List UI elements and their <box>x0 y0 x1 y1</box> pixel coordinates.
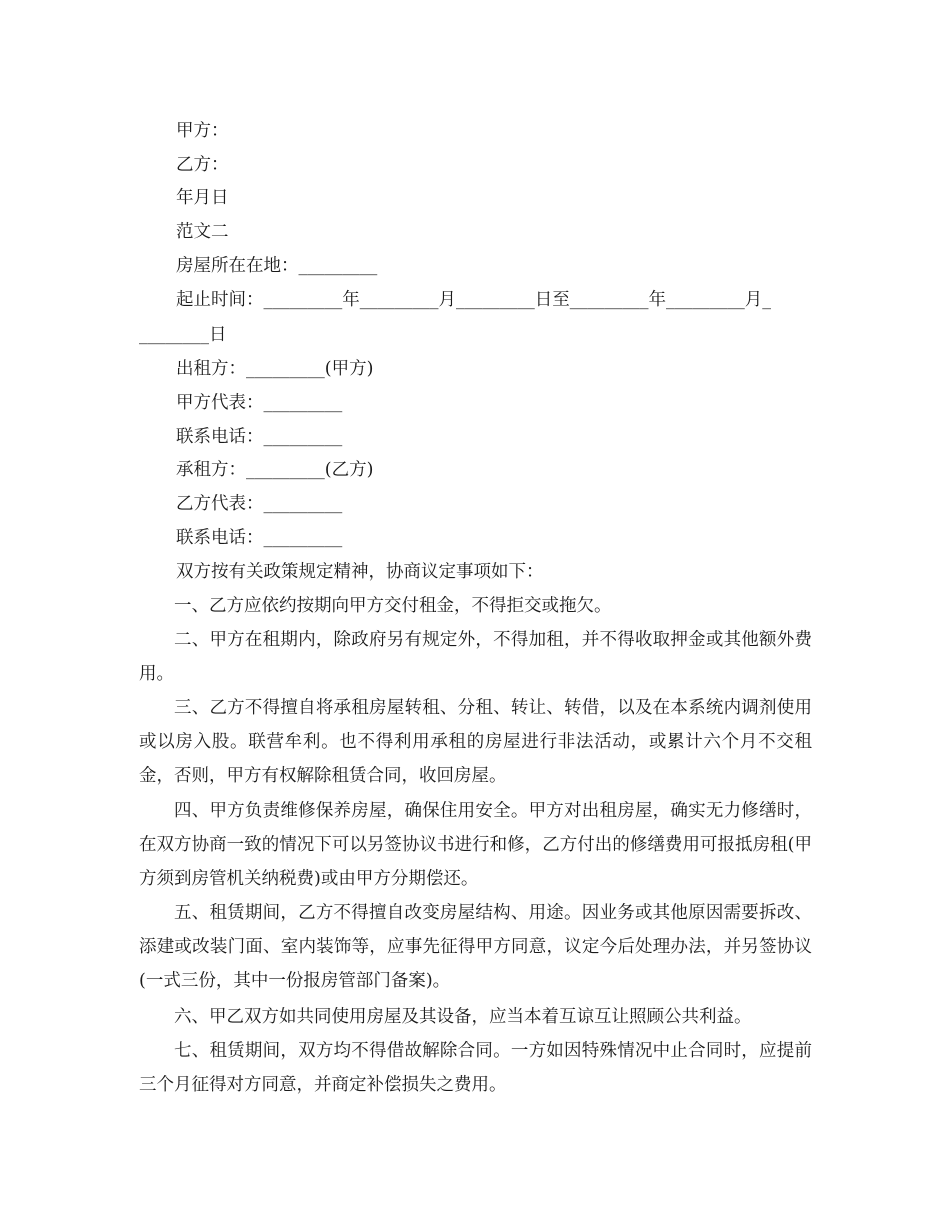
lessor-field: 出租方：_________(甲方) <box>176 359 374 379</box>
intro-text: 双方按有关政策规定精神，协商议定事项如下： <box>176 562 544 582</box>
location-field: 房屋所在在地：_________ <box>176 256 378 276</box>
party-b-heading: 乙方： <box>176 155 229 175</box>
sample-title: 范文二 <box>176 222 229 242</box>
period-field: 起止时间：_________年_________月_________日至_________年_________月_ <box>176 290 771 310</box>
party-a-phone-field: 联系电话：_________ <box>176 427 343 447</box>
clause-7: 七、租赁期间，双方均不得借故解除合同。一方如因特殊情况中止合同时，应提前三个月征得对方同意，并商定补偿损失之费用。 <box>139 1041 812 1095</box>
lessee-field: 承租方：_________(乙方) <box>176 460 374 480</box>
party-a-rep-field: 甲方代表：_________ <box>176 393 343 413</box>
clause-6: 六、甲乙双方如共同使用房屋及其设备，应当本着互谅互让照顾公共利益。 <box>174 1007 752 1027</box>
party-a-heading: 甲方： <box>176 121 229 141</box>
clause-5: 五、租赁期间，乙方不得擅自改变房屋结构、用途。因业务或其他原因需要拆改、添建或改装门面、室内装饰等，应事先征得甲方同意，议定今后处理办法，并另签协议(一式三份，其中一份报房管部门备案)。 <box>139 903 812 991</box>
clause-3: 三、乙方不得擅自将承租房屋转租、分租、转让、转借，以及在本系统内调剂使用或以房入股。联营牟利。也不得利用承租的房屋进行非法活动，或累计六个月不交租金，否则，甲方有权解除租赁合同，收回房屋。 <box>139 698 812 786</box>
date-line: 年月日 <box>176 188 229 208</box>
party-b-phone-field: 联系电话：_________ <box>176 528 343 548</box>
clause-1: 一、乙方应依约按期向甲方交付租金，不得拒交或拖欠。 <box>174 596 612 616</box>
clause-4: 四、甲方负责维修保养房屋，确保住用安全。甲方对出租房屋，确实无力修缮时，在双方协商一致的情况下可以另签协议书进行和修，乙方付出的修缮费用可报抵房租(甲方须到房管机关纳税费)或由甲方分期偿还。 <box>139 801 812 889</box>
party-b-rep-field: 乙方代表：_________ <box>176 494 343 514</box>
period-field-end: ________日 <box>139 325 227 345</box>
clause-2: 二、甲方在租期内，除政府另有规定外，不得加租，并不得收取押金或其他额外费用。 <box>139 630 812 684</box>
